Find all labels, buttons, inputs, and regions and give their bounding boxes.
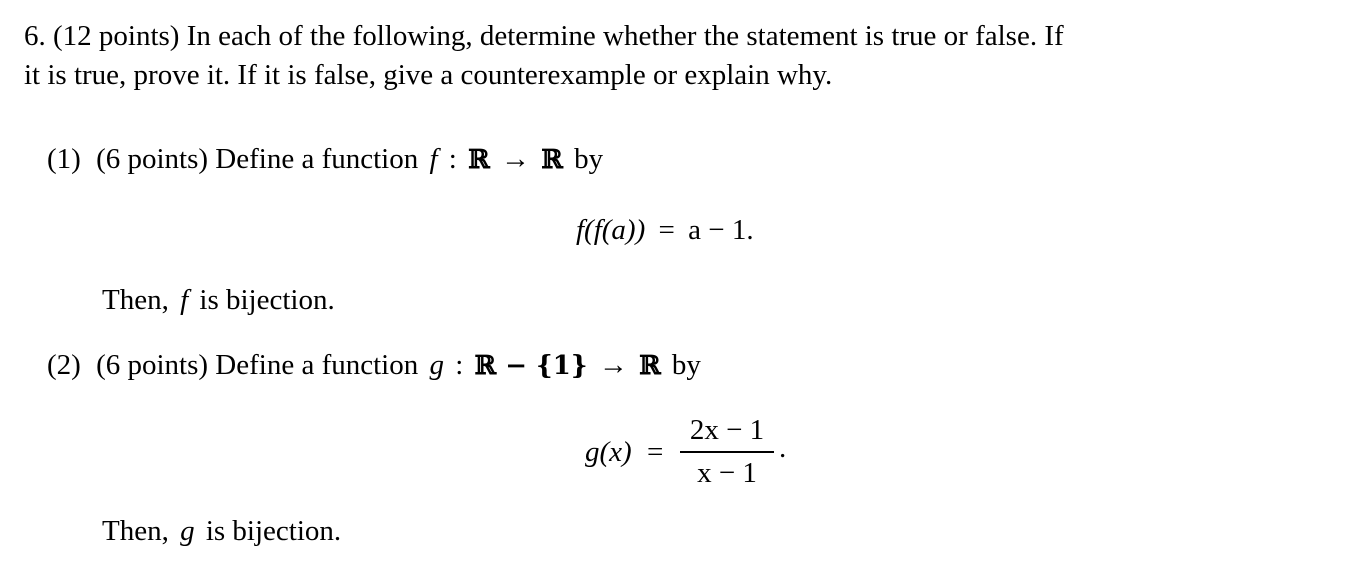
part-2-denominator: x − 1 [697,457,757,489]
part-1-domain: ℝ [468,145,490,175]
part-2-intro: (6 points) Define a function [96,349,419,381]
part-2-codomain: ℝ [639,351,661,381]
part-2-numerator: 2x − 1 [689,414,765,446]
part-2-colon: : [455,349,464,381]
part-1-by: by [574,143,604,175]
part-2-by: by [671,349,701,381]
part-2-equation-lhs-group [585,436,663,469]
part-2-conclusion-var: g [180,515,195,547]
part-2-conclusion-pre: Then, [102,515,169,547]
part-2-function-name: g [429,349,444,381]
part-2-arrow: → [598,349,628,381]
part-1-conclusion-var: f [180,284,189,316]
part-2-label: (2) [47,349,81,381]
part-1-conclusion-post: is bijection. [199,284,335,316]
part-1-conclusion-pre: Then, [102,284,169,316]
part-1-conclusion [102,284,335,317]
part-1-arrow: → [500,143,530,175]
part-1-equation-equals: = [658,214,675,246]
part-1-equation [576,214,754,247]
part-2-equation-period: . [779,432,787,464]
part-1-header [47,143,603,176]
part-2-conclusion-post: is bijection. [205,515,342,547]
problem-statement-line-2: it is true, prove it. If it is false, give a counterexample or explain why. [24,59,833,91]
part-1-equation-rhs: a − 1. [688,214,754,246]
part-2-fraction [680,414,774,490]
part-2-equation-equals: = [646,436,664,468]
part-1-codomain: ℝ [541,145,563,175]
part-1-equation-lhs: f(f(a)) [576,214,646,246]
part-2-conclusion [102,515,341,548]
part-1-colon: : [448,143,457,175]
part-2-domain: ℝ − {1} [474,351,588,381]
part-1-intro: (6 points) Define a function [96,143,419,175]
part-1-function-name: f [429,143,438,175]
part-2-equation-lhs: g(x) [585,436,632,468]
part-2-header [47,349,701,382]
problem-statement-line-1: 6. (12 points) In each of the following, determine whether the statement is true or false. If [24,20,1064,52]
part-1-label: (1) [47,143,81,175]
